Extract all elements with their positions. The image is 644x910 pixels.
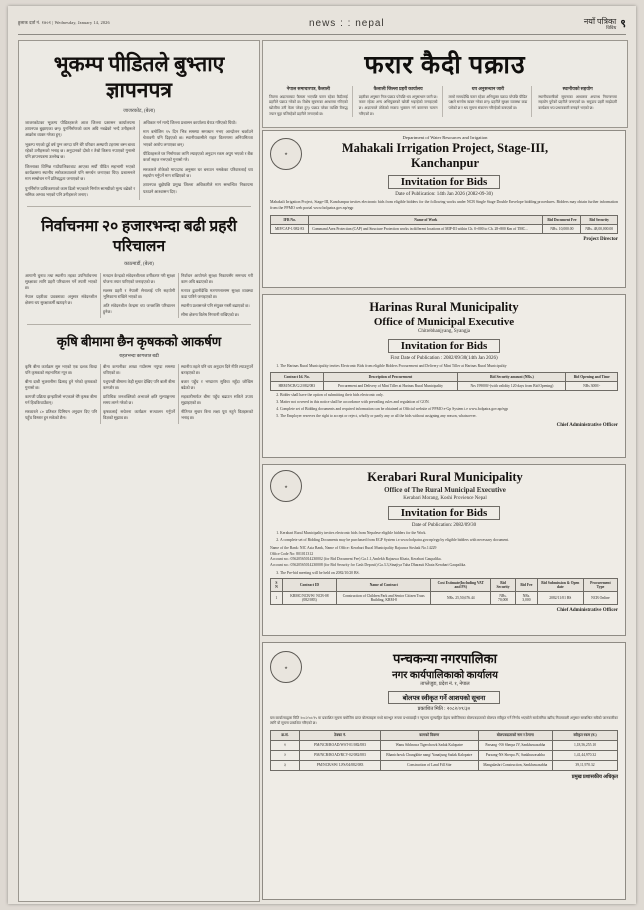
th-description: Description of Procurement (323, 372, 458, 381)
cell-bidder: Parsang -NS Sherpa JV, Sankhuwasabha (478, 740, 552, 750)
headline-primary: भूकम्प पीडितले बुभ्ताए ज्ञापनपत्र (53, 52, 225, 103)
cell-work-desc: Wanu Sibhrawa Tigerchowk Sadak Kalopatre (381, 740, 479, 750)
table-row (271, 224, 618, 233)
nepal-government-emblem-icon: ★ (270, 138, 302, 170)
cell-amount: 1,18,56,255.10 (553, 740, 618, 750)
notice-organization-np: पन्चकन्या नगरपालिका (393, 651, 497, 666)
notice-header (270, 135, 618, 172)
table-row (271, 760, 618, 770)
notice-office-np: नगर कार्यपालिकाको कार्यालय (392, 670, 498, 681)
notice-item: 5. The Employer reserves the right to accept or reject, wholly or partly any or all the bids without assigning any reason, whatsoever. (280, 414, 618, 420)
notice-publication-date: Date of Publication: 14th Jan 2026 (2082-09-30) (395, 192, 493, 197)
cell-bid-submission: 2082/11/01 BS (537, 592, 583, 605)
notice-signatory: Chief Administrative Officer (556, 608, 618, 614)
byline-secondary: काठमाडौं, (बेला) (124, 261, 154, 267)
cell-contract-no: PM/NCB/ROAD/RCV-02/082/083 (300, 750, 381, 760)
cell-bidder: Parsang-NS Sherpa JV, Sankhuwasabha (478, 750, 552, 760)
th-contract-id: Contract Id. No. (271, 372, 324, 381)
notice-organization: Mahakali Irrigation Project, Stage-III, Kanchanpur (341, 141, 549, 170)
byline-primary: जाजरकोट, (बेला) (123, 108, 155, 114)
notice-banner: Invitation for Bids (388, 506, 501, 520)
notice-item: 1. Kerabari Rural Municipality invites electronic bids from Nepalese eligible bidders for the Work. (280, 531, 618, 537)
cell-bid-security: NRs. 48,00,000.00 (581, 224, 618, 233)
notice-item: 4. Complete set of Bidding documents and required information can be obtained at Official website of PPMO e-Gp System i.e www.bolpatra.gov.np/egp (280, 407, 618, 413)
cell-name-of-contract: Construction of Children Park and Senior Citizen Truss Building, KRM-8 (336, 592, 431, 605)
notice-intro-np: यस कार्यालयद्वारा मिति २०८२/०८/१५ मा प्रकाशित सूचना बमोजिम प्राप्त बोलपत्रहरू मध्ये सारभूत रूपमा प्रभावग्राही र न्यूनतम मूल्याङ्कित देहाय बमोजिमका बोलपत्रदाताको बोलपत्र स्वीकृत गर्ने निर्णय भएकोले सार्वजनिक खरिद नियमावली अनुसार सम्बन्धित सबैको जानकारीका लागि यो सूचना प्रकाशित गरिएको छ। (270, 715, 618, 725)
masthead (18, 12, 626, 35)
masthead-right (584, 16, 626, 31)
farar-column-text: प्रहरीका अनुसार निज पक्राउ परेपछि थप अनुसन्धान जारी छ। फरार रहेका अन्य अभियुक्तको खोजी भइरहेको जनाइएको छ। अदालतले तोकेको सजाय भुक्तान गर्न कारागार चलान गरिएको छ। (358, 94, 438, 116)
farar-column-text: जिल्ला अदालतबाट फैसला भएपछि फरार रहेका कैदीलाई प्रहरीले पक्राउ गरेको छ। विशेष सूचनाका आधारमा गरिएको खोजीमा उनी फेला परेका हुन्। पक्राउ परेका व्यक्ति विरुद्ध ज्यान मुद्दा चलिरहेको प्रहरीले जनाएको छ। (269, 94, 348, 116)
th-bid-security: Bid Security (491, 579, 516, 592)
table-row (271, 750, 618, 760)
masthead-title: news : : nepal (308, 17, 385, 29)
notice-table (270, 578, 618, 605)
farar-column (359, 86, 443, 117)
notice-organization: Harinas Rural Municipality (369, 300, 519, 314)
farar-column (449, 86, 533, 117)
notice-item: 3. Matter not covered in this notice shall be accordance with prevailing rules and regulation of GON. (280, 400, 618, 406)
farar-column-text: स्थानीयवासीको सूचनाका आधारमा अपराध नियन्त्रणमा सहयोग पुगेको प्रहरीले जनाएको छ। समुदाय प्रहरी साझेदारी कार्यक्रम थप प्रभावकारी बनाइने भएको छ। (538, 94, 617, 110)
subline-tertiary: राहतभन्दा कागजात बढी (119, 353, 159, 359)
headline-tertiary: कृषि बीमामा छैन कृषकको आकर्षण (56, 333, 222, 349)
table-header-row (271, 215, 618, 224)
cell-contract-id: KRMC/NCB/W/ NCB-08 (082/083) (282, 592, 336, 605)
notice-items (280, 531, 618, 544)
cell-amount: 39,11,970.32 (553, 760, 618, 770)
notice-bank-line-4: Account no.: 05620565014230008 (for Bid Security for Cash Deposit) Ga.3.3,Sinajiya Taha Dharauti Khata Kerabari Gaupalika. (270, 562, 467, 567)
th-bid-opening: Bid Opening and Time (566, 372, 618, 381)
notice-table-np (270, 730, 618, 771)
notice-signatory-np: प्रमुख प्रशासकीय अधिकृत (571, 774, 618, 780)
cell-ifb-no: MIP/CAP-1/082-83 (271, 224, 309, 233)
notice-banner: Invitation for Bids (388, 175, 501, 189)
cell-procurement-type: NCB Online (583, 592, 617, 605)
th-procurement-type: Procurement Type (583, 579, 617, 592)
cell-sn: १ (271, 740, 300, 750)
page-number: ९ (620, 17, 626, 30)
cell-amount: 1,41,44,970.32 (553, 750, 618, 760)
th-ifb-no: IFB No. (271, 215, 309, 224)
cell-description: Procurement and Delivery of Mini Tiller at Harinas Rural Municipality (323, 381, 458, 390)
cell-bid-opening: NRs 3000/- (566, 381, 618, 390)
notice-department: Department of Water Resources and Irrigation (402, 135, 488, 140)
cell-sn: ३ (271, 760, 300, 770)
cell-work-desc: Construction of Land Fill Site (381, 760, 479, 770)
notice-panchakanya-municipality (262, 642, 626, 900)
notice-header (270, 469, 618, 503)
notice-bank-line-1: Name of the Bank: NIC Asia Bank, Name of Office: Kerabari Rural Municipality Rajauwa Sirshak No.14229 (270, 545, 437, 550)
th-cost-estimate: Cost Estimate(Including VAT and PS) (431, 579, 491, 592)
notice-office: Office of The Rural Municipal Executive (384, 486, 506, 494)
article-body-secondary: आगामी चुनाव तथा स्थानीय तहका उपनिर्वाचनमा सुरक्षाका लागि प्रहरी परिचालन गर्ने तयारी भएको छ। नेपाल प्रहरीका प्रवक्ताका अनुसार संवेदनशील क्षेत्रमा थप सुरक्षाकर्मी खटाइने छ। मतदान केन्द्रको संवेदनशीलता वर्गीकरण गरी सुरक्षा योजना तयार पारिएको जनाइएको छ। सशस्त्र प्रहरी र नेपाली सेनालाई पनि सहयोगी भूमिकामा राखिने भएको छ। अति संवेदनशील केन्द्रमा थप जनशक्ति परिचालन हुनेछ। निर्वाचन आयोगले सुरक्षा निकायसँग समन्वय गरी काम अघि बढाएको छ। मतपत्र ढुवानीदेखि मतगणनासम्म सुरक्षा व्यवस्था कडा पारिने जनाइएको छ। स्थानीय प्रशासनले पनि संयुक्त गस्ती बढाएको छ। सीमा क्षेत्रमा विशेष निगरानी राखिएको छ। (25, 272, 253, 317)
divider (27, 206, 251, 207)
notice-signatory: Chief Administrative Officer (556, 422, 618, 428)
farar-column (269, 86, 353, 117)
table-header-row (271, 372, 618, 381)
cell-work-desc: Bhanichowk Chungkhte nang/ Yanaijung Sadak Kalopatre (381, 750, 479, 760)
farar-column-head: कैलाली जिल्ला प्रहरी कार्यालय (373, 86, 423, 91)
notice-item: 2. A complete set of Bidding Documents may be purchased from EGP System i.e.www.bolpatra.gov.np/egp by eligible bidders with necessary document. (280, 538, 618, 544)
municipality-emblem-icon: ★ (270, 651, 302, 683)
th-contract-id: Contract ID (282, 579, 336, 592)
notice-items-rest (280, 571, 618, 577)
masthead-left-text: हुलाक दर्ता नं. १४०१ | Wednesday, January 14, 2026 (18, 20, 110, 25)
notice-item: 3. The Pre-bid meeting will be held on 2082/10/20 BS. (280, 571, 618, 577)
th-amount-np: स्वीकृत रकम (रु.) (553, 730, 618, 740)
notice-banner-np: बोलपत्र स्वीकृत गर्ने आशयको सूचना (388, 691, 501, 704)
cell-contract-id: HRM/NCB/G/2/082/083 (271, 381, 324, 390)
page-sheet (8, 6, 636, 904)
notice-address: Chitrebhanjyang, Syangja (418, 329, 470, 334)
th-name-of-contract: Name of Contract (336, 579, 431, 592)
article-body-tertiary: कृषि बीमा कार्यक्रम सुरु भएको एक दशक बित्दा पनि कृषकको सहभागिता न्यून छ। बीमा दाबी भुक्तानीमा ढिलाइ हुने गरेको कृषकको गुनासो छ। कागजी प्रक्रिया झन्झटिलो भएकाले धेरै कृषक बीमा गर्न हिचकिचाउँछन्। सरकारले ८० प्रतिशत प्रिमियम अनुदान दिए पनि पहुँच विस्तार हुन सकेको छैन। बीमा कम्पनीका शाखा गाउँसम्म नपुग्दा समस्या थपिएको छ। पशुपन्छी बीमामा केही सुधार देखिए पनि बाली बीमा कमजोर छ। प्राविधिक जनशक्तिको अभावले क्षति मूल्याङ्कनमा समय लाग्ने गरेको छ। कृषकलाई सचेतना कार्यक्रम सञ्चालन गर्नुपर्ने विज्ञको सुझाव छ। स्थानीय तहले पनि थप अनुदान दिने नीति ल्याउनुपर्ने बताइएको छ। बजार पहुँच र भण्डारण सुविधा नहुँदा जोखिम बढेको छ। सहकारीमार्फत बीमा पहुँच बढाउन सकिने उपाय सुझाइएको छ। नीतिगत सुधार बिना लक्ष्य पूरा नहुने विज्ञहरूको भनाइ छ। (25, 364, 253, 421)
cell-sn: 1 (271, 592, 283, 605)
notice-bank-line-2: Office Code No: 801011312 (270, 551, 314, 556)
notice-table (270, 372, 618, 391)
notice-office: Office of Municipal Executive (373, 316, 515, 328)
cell-name-of-work: Command Area Protection (CAP) and Structure Protection works in different locations of MIP-III within Ch. 0+000 to Ch. 28+800 Km of TMC... (309, 224, 543, 233)
th-name-of-work: Name of Work (309, 215, 543, 224)
cell-contract-no: PM/NCB/SW/ LFS/04/082/083 (300, 760, 381, 770)
editorial-column (18, 40, 260, 902)
notice-address: Kerabari Morang, Koshi Provience Nepal (403, 496, 487, 501)
cell-bidder: Mangalashri Construction, Sankhuwasabha (478, 760, 552, 770)
table-row (271, 740, 618, 750)
notice-bank-line-3: Account no.: 05620565014230002 (for Bid Document Fee) Ga.1.1,Amlekh Rajauwa Khata, Kerabari Gaupalika. (270, 557, 442, 562)
table-header-row (271, 579, 618, 592)
farar-column-head: थप अनुसन्धान जारी (471, 86, 505, 91)
farar-columns (269, 86, 621, 117)
th-sn-np: क्र.सं. (271, 730, 300, 740)
cell-contract-no: PM/NCB/ROAD/WST-01/082/083 (300, 740, 381, 750)
th-contract-no-np: ठेक्का नं. (300, 730, 381, 740)
farar-column-head: नेपाल समाचारपत्र, कैलाली (286, 86, 330, 91)
th-sn: S N (271, 579, 283, 592)
th-bid-security: Bid Security amount (NRs.) (458, 372, 566, 381)
th-bid-document-fee: Bid Document Fee (543, 215, 581, 224)
farar-column (538, 86, 621, 117)
cell-cost-estimate: NRs. 25,50,676.44 (431, 592, 491, 605)
table-row (271, 592, 618, 605)
cell-bid-security: Nrs 199000/-(with validity 120 days from Bid Opening) (458, 381, 566, 390)
divider (27, 324, 251, 325)
farar-column-text: लामो समयदेखि फरार रहेका अभियुक्त पक्राउ परेपछि पीडित पक्षले सन्तोष व्यक्त गरेका छन्। प्रहरीले सुरक्षा व्यवस्था कडा पारेको छ र थप सूचना संकलन गरिरहेको बताएको छ। (448, 94, 528, 110)
th-work-desc-np: कामको विवरण (381, 730, 479, 740)
notice-harinas-rural-municipality (262, 294, 626, 458)
farar-article (262, 40, 628, 128)
table-row (271, 381, 618, 390)
headline-secondary: निर्वाचनमा २० हजारभन्दा बढी प्रहरी परिचालन (41, 217, 237, 255)
notice-banner: Invitation for Bids (388, 339, 501, 353)
table-header-row (271, 730, 618, 740)
notice-address-np: ताप्लेजुङ, प्रदेश नं. १, नेपाल (420, 682, 470, 687)
notice-header (270, 647, 618, 687)
notice-signatory: Project Director (583, 236, 618, 242)
notice-mahakali-irrigation (262, 130, 626, 288)
cell-bid-fee: NRs. 3,000 (516, 592, 538, 605)
notice-kerabari-rural-municipality (262, 464, 626, 636)
farar-headline: फरार कैदी पक्राउ (364, 52, 526, 79)
notice-publication-date: Date of Publication: 2082/09/30 (411, 523, 477, 528)
cell-bid-document-fee: NRs. 10,000.00 (543, 224, 581, 233)
th-bid-submission: Bid Submission & Open date (537, 579, 583, 592)
notice-organization: Kerabari Rural Municipality (367, 470, 523, 484)
notice-table (270, 215, 618, 234)
notice-items (280, 364, 618, 370)
notice-item: 2. Bidder shall have the option of submitting their bids electronic only. (280, 393, 618, 399)
cell-sn: २ (271, 750, 300, 760)
cell-bid-security: NRs. 70,000 (491, 592, 516, 605)
th-bid-fee: Bid Fee (516, 579, 538, 592)
th-bidder-np: बोलपत्रदाताको नाम र ठेगाना (478, 730, 552, 740)
municipality-emblem-icon: ★ (270, 470, 302, 502)
notice-publication-date-np: प्रकाशित मिति : २०८२/०९/३० (417, 707, 471, 712)
notice-items-rest (280, 393, 618, 420)
notice-item: 1. The Harinas Rural Municipality invites Electronic Bids from eligible Bidders Procurement and Delivery of Mini Tiller at Harinas Rural Municipality (280, 364, 618, 370)
farar-column-head: स्थानीयको सहयोग (562, 86, 593, 91)
th-bid-security: Bid Security (581, 215, 618, 224)
masthead-paper-name: नयाँ पत्रिका विविध (583, 17, 617, 30)
notice-intro: Mahakali Irrigation Project, Stage-III, Kanchanpur invites electronic bids from eligible bidders for the following works under NCB Single Stage Double Envelope bidding procedures. Bidders may obtain further information from the PPMO web portal www.bolpatra.gov.np/egp (270, 200, 618, 210)
article-body-primary: जाजरकोटका भूकम्प पीडितहरूले आज जिल्ला प्रशासन कार्यालयमा ज्ञापनपत्र बुझाएका छन्। पुनर्निर्माणको काम अघि नबढेको भन्दै उनीहरूले आक्रोश व्यक्त गरेका हुन्। भूकम्प गएको दुई वर्ष पुग्न लाग्दा पनि धेरै परिवार अस्थायी टहरामा बस्न बाध्य रहेको उनीहरूको भनाइ छ। अनुदानको दोस्रो र तेस्रो किस्ता नपाएको गुनासो पनि ज्ञापनपत्रमा उल्लेख छ। जिल्लाका विभिन्न गाउँपालिकाबाट आएका सयौं पीडित सहभागी भएको कार्यक्रममा स्थानीय सरोकारवालाले पनि समर्थन जनाएका थिए। प्रशासनले माग सम्बोधन गर्ने प्रतिबद्धता जनाएको छ। पुनर्निर्माण प्राधिकरणको काम ढिलो भएकाले निर्माण सामग्रीको मूल्य बढेको र श्रमिक अभाव भएको पनि उनीहरूले जनाए। अधिकार गर्न माग्दै जिल्ला प्रशासन कार्यालय घेराउ गरिएको थियो। माग बमोजिम १५ दिन भित्र समस्या समाधान नभए आन्दोलन चर्काउने चेतावनी पनि दिइएको छ। स्थानीयवासीले राहत वितरणमा अनियमितता भएको आरोप लगाएका छन्। पीडितहरूले घर निर्माणका लागि ल्याइएको अनुदान रकम अपुग भएको र बैंक कर्जा सहज नभएको गुनासो गरे। सरकारले तोकेको मापदण्ड अनुसार घर बनाउन नसकेका परिवारलाई थप सहयोग गर्नुपर्ने माग राखिएको छ। ज्ञापनपत्र बुझेपछि प्रमुख जिल्ला अधिकारीले माग सम्बन्धित निकायमा पठाउने आश्वासन दिए। (25, 119, 253, 197)
notice-publication-date: First Date of Publication : 2082/09/30(14th Jan 2026) (390, 356, 498, 361)
